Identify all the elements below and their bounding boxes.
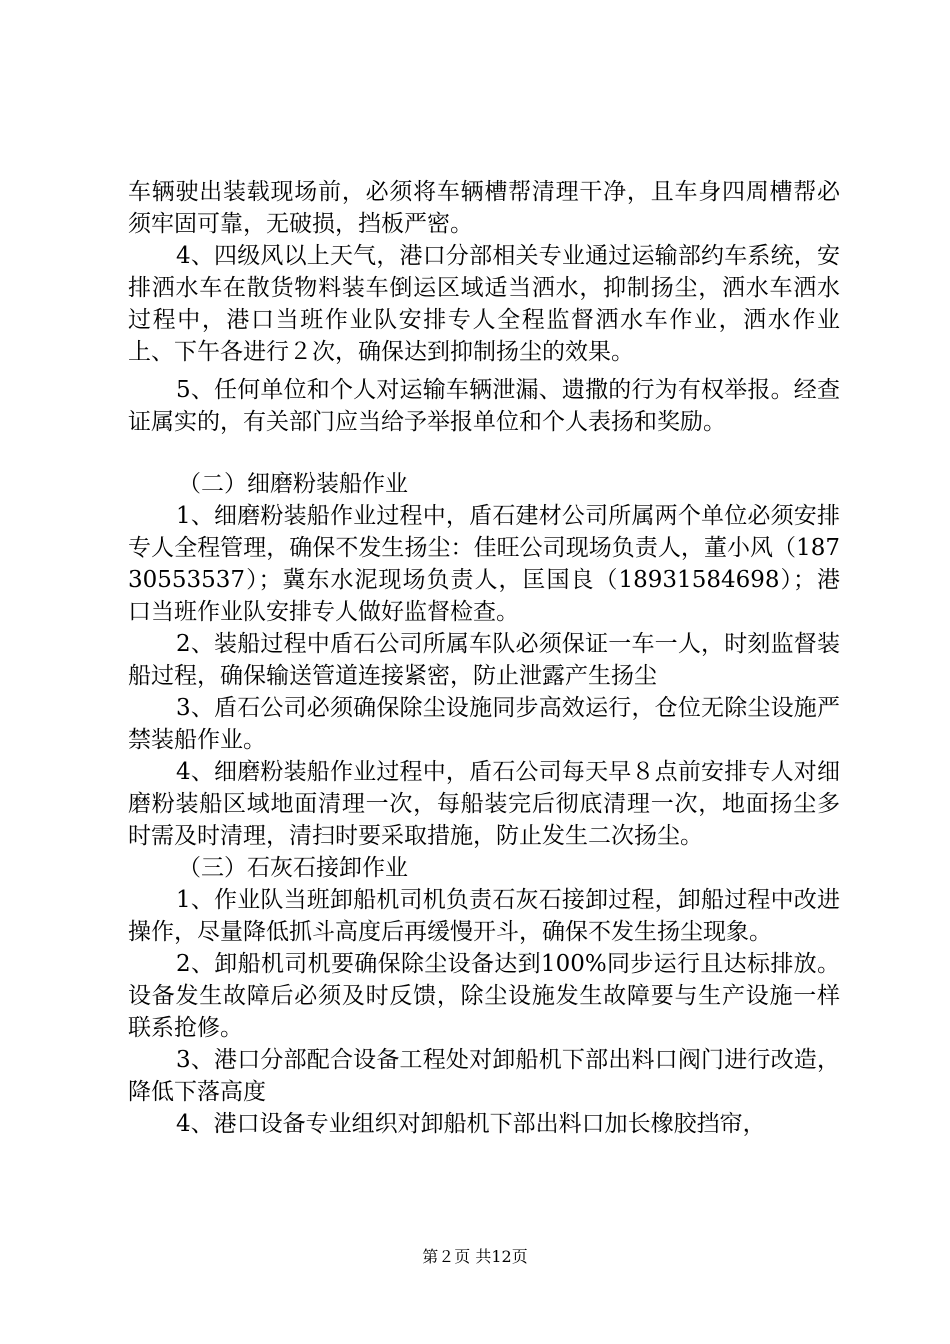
paragraph-grinding-1: 1、细磨粉装船作业过程中，盾石建材公司所属两个单位必须安排专人全程管理，确保不发生扬尘：佳旺公司现场负责人，董小风（18730553537）；冀东水泥现场负责人，匡国良（18931584698）；港口当班作业队安排专人做好监督检查。 (128, 503, 840, 625)
paragraph-continued: 车辆驶出装载现场前，必须将车辆槽帮清理干净，且车身四周槽帮必须牢固可靠，无破损，挡板严密。 (128, 179, 840, 237)
paragraph-limestone-3: 3、港口分部配合设备工程处对卸船机下部出料口阀门进行改造，降低下落高度 (128, 1047, 840, 1105)
paragraph-grinding-3: 3、盾石公司必须确保除尘设施同步高效运行，仓位无除尘设施严禁装船作业。 (128, 695, 840, 753)
paragraph-limestone-2: 2、卸船机司机要确保除尘设备达到100%同步运行且达标排放。设备发生故障后必须及时反馈，除尘设施发生故障要与生产设施一样联系抢修。 (128, 951, 840, 1041)
paragraph-grinding-2: 2、装船过程中盾石公司所属车队必须保证一车一人，时刻监督装船过程，确保输送管道连接紧密，防止泄露产生扬尘 (128, 631, 840, 689)
paragraph-item-5-reporting: 5、任何单位和个人对运输车辆泄漏、遗撒的行为有权举报。经查证属实的，有关部门应当给予举报单位和个人表扬和奖励。 (128, 377, 840, 435)
paragraph-item-4-sprinkler: 4、四级风以上天气，港口分部相关专业通过运输部约车系统，安排洒水车在散货物料装车倒运区域适当洒水，抑制扬尘，洒水车洒水过程中，港口当班作业队安排专人全程监督洒水车作业，洒水作业上、下午各进行２次，确保达到抑制扬尘的效果。 (128, 243, 840, 365)
document-body (128, 176, 840, 1140)
paragraph-limestone-4: 4、港口设备专业组织对卸船机下部出料口加长橡胶挡帘， (176, 1111, 766, 1137)
paragraph-grinding-4: 4、细磨粉装船作业过程中，盾石公司每天早８点前安排专人对细磨粉装船区域地面清理一次，每船装完后彻底清理一次，地面扬尘多时需及时清理，清扫时要采取措施，防止发生二次扬尘。 (128, 759, 840, 849)
page-number-footer: 第２页 共12页 (422, 1247, 528, 1266)
section-heading-2: （二）细磨粉装船作业 (178, 471, 408, 497)
section-heading-3: （三）石灰石接卸作业 (178, 855, 408, 881)
paragraph-limestone-1: 1、作业队当班卸船机司机负责石灰石接卸过程，卸船过程中改进操作，尽量降低抓斗高度后再缓慢开斗，确保不发生扬尘现象。 (128, 887, 840, 945)
